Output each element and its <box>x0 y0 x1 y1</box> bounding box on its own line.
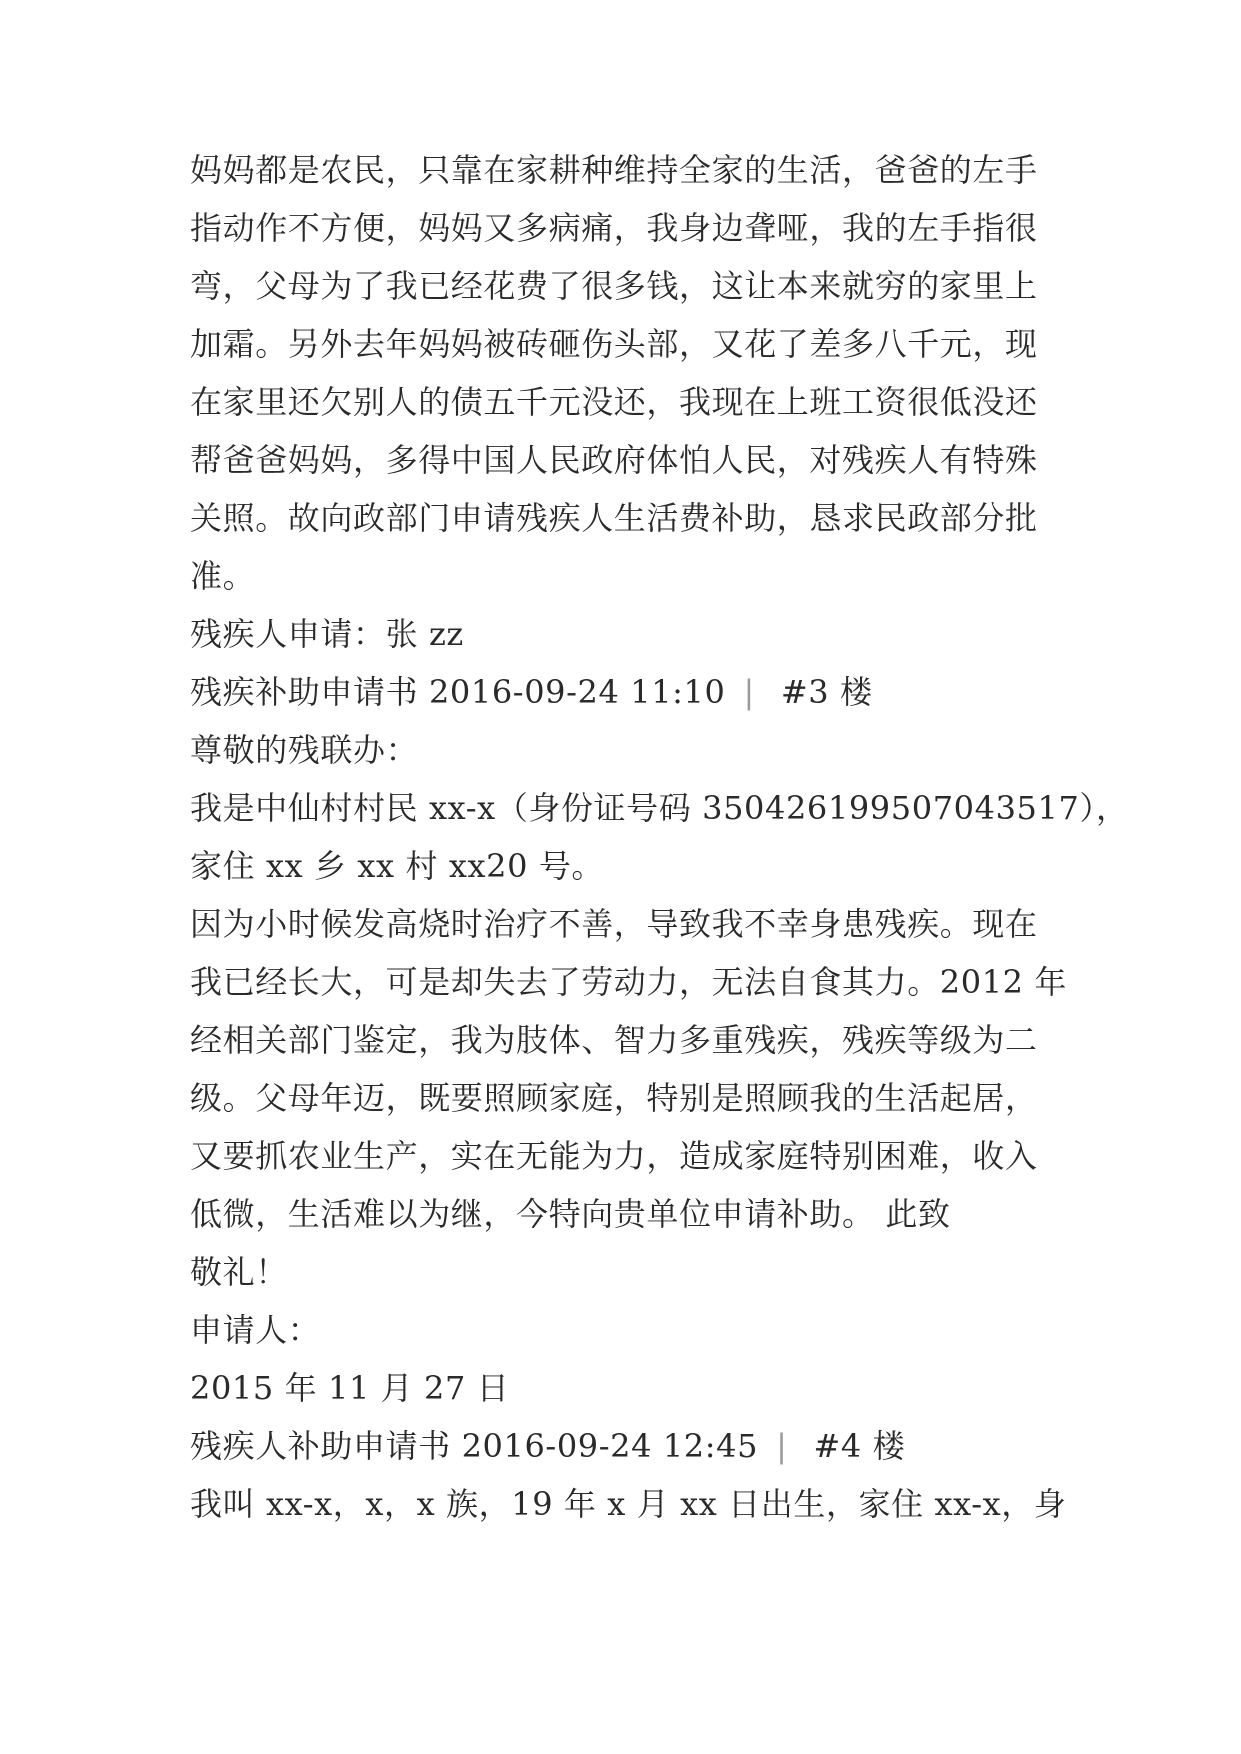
text-line: 准。 <box>190 557 256 595</box>
closing-line: 敬礼！ <box>190 1253 288 1291</box>
post-header-4 <box>190 1426 905 1466</box>
separator: | <box>776 1427 788 1465</box>
date-line: 2015 年 11 月 27 日 <box>190 1369 510 1407</box>
post-title-date: 残疾人补助申请书 2016-09-24 12:45 <box>190 1427 759 1465</box>
text-line: 我是中仙村村民 xx-x（身份证号码 350426199507043517）， <box>190 789 1129 827</box>
text-line: 级。父母年迈，既要照顾家庭，特别是照顾我的生活起居， <box>190 1079 1038 1117</box>
text-line: 妈妈都是农民，只靠在家耕种维持全家的生活，爸爸的左手 <box>190 151 1038 189</box>
text-line: 加霜。另外去年妈妈被砖砸伤头部，又花了差多八千元，现 <box>190 325 1038 363</box>
text-line: 关照。故向政部门申请残疾人生活费补助，恳求民政部分批 <box>190 499 1038 537</box>
floor-label: #3 楼 <box>780 673 873 711</box>
text-line: 因为小时候发高烧时治疗不善，导致我不幸身患残疾。现在 <box>190 905 1038 943</box>
post-title-date: 残疾补助申请书 2016-09-24 11:10 <box>190 673 726 711</box>
text-line: 经相关部门鉴定，我为肢体、智力多重残疾，残疾等级为二 <box>190 1021 1038 1059</box>
text-line: 帮爸爸妈妈，多得中国人民政府体怕人民，对残疾人有特殊 <box>190 441 1038 479</box>
separator: | <box>743 673 755 711</box>
text-line: 低微，生活难以为继，今特向贵单位申请补助。 此致 <box>190 1195 951 1233</box>
text-line: 在家里还欠别人的债五千元没还，我现在上班工资很低没还 <box>190 383 1038 421</box>
floor-label: #4 楼 <box>813 1427 906 1465</box>
text-line: 我叫 xx-x，x，x 族，19 年 x 月 xx 日出生，家住 xx-x，身 <box>190 1485 1067 1523</box>
text-line: 家住 xx 乡 xx 村 xx20 号。 <box>190 847 605 885</box>
post-header-3 <box>190 672 873 712</box>
salutation: 尊敬的残联办： <box>190 731 419 769</box>
text-line: 弯，父母为了我已经花费了很多钱，这让本来就穷的家里上 <box>190 267 1038 305</box>
text-line: 我已经长大，可是却失去了劳动力，无法自食其力。2012 年 <box>190 963 1068 1001</box>
text-line: 指动作不方便，妈妈又多病痛，我身边聋哑，我的左手指很 <box>190 209 1038 247</box>
text-line: 又要抓农业生产，实在无能为力，造成家庭特别困难，收入 <box>190 1137 1038 1175</box>
applicant-label: 申请人： <box>190 1311 321 1349</box>
applicant-signature-line: 残疾人申请：张 zz <box>190 615 464 653</box>
